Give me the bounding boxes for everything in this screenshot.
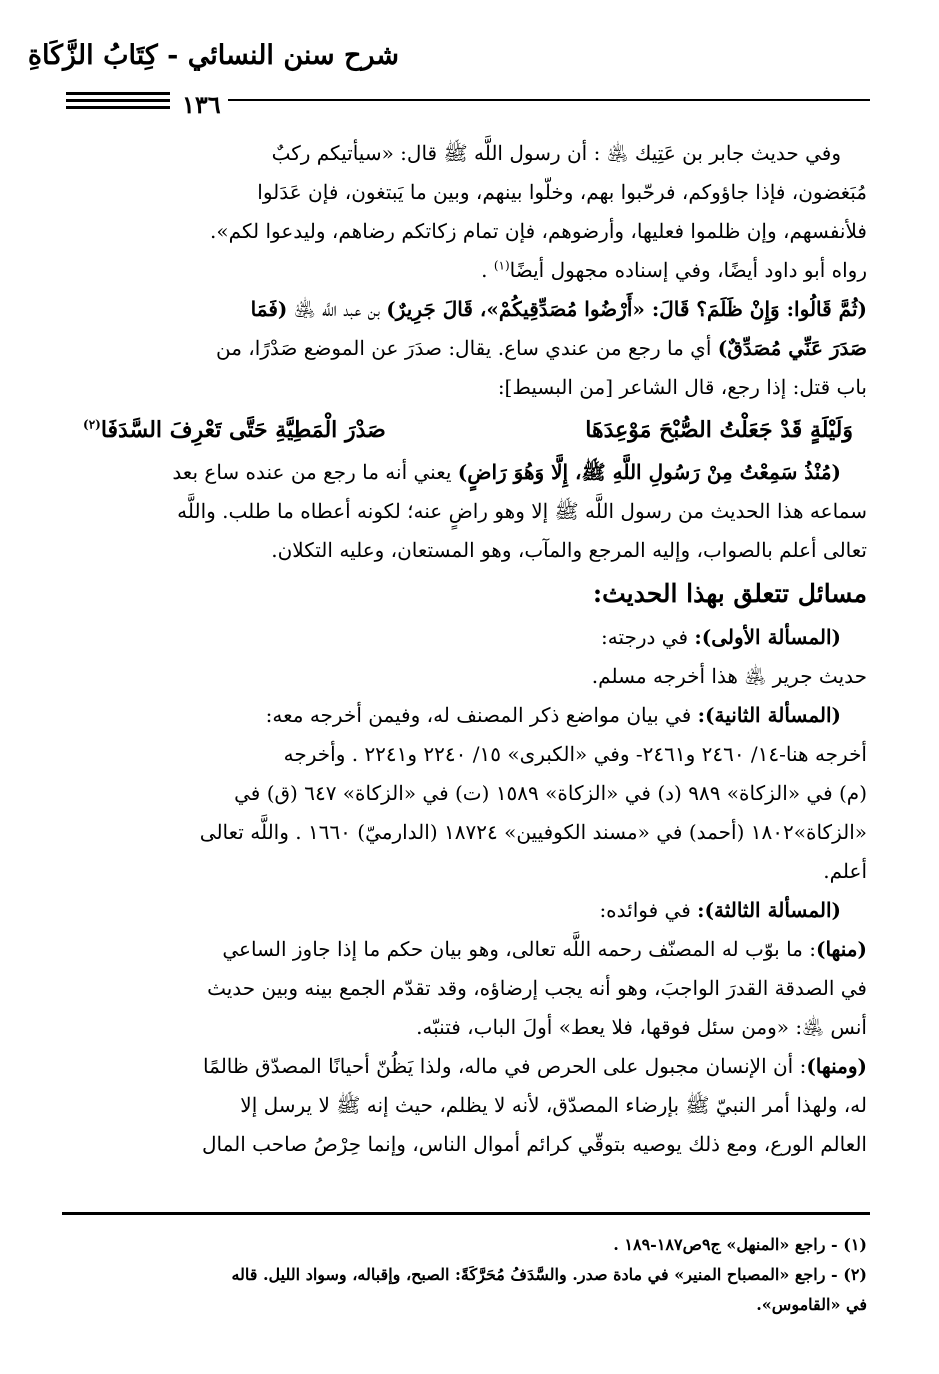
header-rule — [228, 99, 870, 101]
text-line: أي ما رجع من عندي ساع. يقال: صدَرَ عن الموضع صَدْرًا، من — [215, 336, 718, 360]
text-line: فلأنفسهم، وإن ظلموا فعليها، وأرضوهم، فإن تمام زكاتكم رضاهم، وليدعوا لكم». — [210, 219, 867, 243]
text-line: رواه أبو داود أيضًا، وفي إسناده مجهول أيضًا — [509, 258, 867, 282]
text-line: له، ولهذا أمر النبيّ ﷺ بإرضاء المصدّق، لأنه لا يظلم، حيث إنه ﷺ لا يرسل إلا — [240, 1093, 867, 1117]
text-line: : أن الإنسان مجبول على الحرص في ماله، ولذا يَظُنّ أحيانًا المصدّق ظالمًا — [203, 1054, 807, 1078]
text-line: يعني أنه ما رجع من عنده ساع بعد — [172, 460, 458, 484]
question-3 — [69, 891, 867, 1164]
question-title: (المسألة الثالثة): — [697, 898, 841, 922]
footnote-ref-2: (٢) — [83, 417, 101, 432]
text-line: «الزكاة»١٨٠٢ (أحمد) في «مسند الكوفيين» ١٨٧٢٤ (الدارميّ) ١٦٦٠ . واللَّه تعالى — [199, 820, 867, 844]
page-header-title: شرح سنن النسائي - كِتَابُ الزَّكَاةِ — [27, 40, 399, 71]
text-line: بن عبد اللَّه ﵁ — [287, 297, 387, 321]
text-line: سماعه هذا الحديث من رسول اللَّه ﷺ إلا وهو راضٍ عنه؛ لكونه أعطاه ما طلب. واللَّه — [177, 499, 867, 523]
page-number: ١٣٦ — [182, 90, 221, 119]
text-line: أنس ﵁: «ومن سئل فوقها، فلا يعط» أولَ الباب، فتنبّه. — [416, 1015, 867, 1039]
matn-text: (مُنْذُ سَمِعْتُ مِنْ رَسُولِ اللَّهِ ﷺ، إِلَّا وَهُوَ رَاضٍ) — [457, 460, 841, 484]
verse-second-hemistich: صَدْرَ الْمَطِيَّةِ حَتَّى تَعْرِفَ السَّدَفَا — [100, 417, 386, 443]
text-line: باب قتل: إذا رجع، قال الشاعر [من البسيط]: — [497, 375, 867, 399]
text-line: تعالى أعلم بالصواب، وإليه المرجع والمآب، وهو المستعان، وعليه التكلان. — [271, 538, 867, 562]
text-line: أعلم. — [823, 859, 867, 883]
benefit-title: (منها) — [816, 937, 867, 961]
text-line: (م) في «الزكاة» ٩٨٩ (د) في «الزكاة» ١٥٨٩ (ت) في «الزكاة» ٦٤٧ (ق) في — [234, 781, 867, 805]
text-line: في الصدقة القدرَ الواجبَ، وهو أنه يجب إرضاؤه، وقد تقدّم الجمع بينه وبين حديث — [207, 976, 867, 1000]
text-line: وفي حديث جابر بن عَتِيك ﵁ : أن رسول اللَّه ﷺ قال: «سيأتيكم ركبٌ — [271, 141, 841, 165]
footnote-1: (١) - راجع «المنهل» ج٩ص١٨٧-١٨٩ . — [613, 1235, 867, 1254]
matn-text: (فَمَا — [250, 297, 288, 321]
matn-text: (ثُمَّ قَالُوا: وَإِنْ ظَلَمَ؟ قَالَ: «أَرْضُوا مُصَدِّقِيكُمْ»، قَالَ جَرِيرٌ) — [386, 297, 867, 321]
paragraph-jarir — [69, 290, 867, 407]
footnote-line: (٢) - راجع «المصباح المنير» في مادة صدر. والسَّدَفُ مُحَرَّكَةً: الصبح، وإقباله، وسواد الليل. قاله — [231, 1265, 867, 1284]
question-title: (المسألة الثانية): — [697, 703, 841, 727]
footnote-rule — [62, 1212, 870, 1215]
matn-text: صَدَرَ عَنِّي مُصَدِّقٌ) — [717, 336, 867, 360]
page-number-rule-left — [66, 92, 170, 113]
text-line: مُبَغضون، فإذا جاؤوكم، فرحّبوا بهم، وخلّوا بينهم، وبين ما يَبتغون، فإن عَدَلوا — [257, 180, 867, 204]
text-line: في فوائده: — [599, 898, 698, 922]
text-line: في بيان مواضع ذكر المصنف له، وفيمن أخرجه معه: — [265, 703, 698, 727]
paragraph-jabir: وفي حديث جابر بن عَتِيك ﵁ : أن رسول اللَّه ﷺ قال: «سيأتيكم ركبٌ مُبَغضون، فإذا جاؤوكم، فرحّبوا بهم، وخلّوا بينهم، وبين ما يَبتغون، فإن عَدَلوا فلأنفسهم، وإن ظلموا فعليها، وأرضوهم، فإن تمام زكاتكم رضاهم، وليدعوا لكم». رواه أبو داود أيضًا، وفي إسناده مجهول أيضًا$^{(١)}$ . — [210, 141, 867, 282]
question-1 — [69, 618, 867, 696]
question-title: (المسألة الأولى): — [694, 625, 841, 649]
verse-first-hemistich: وَلَيْلَةٍ قَدْ جَعَلْتُ الصُّبْحَ مَوْعِدَهَا — [585, 417, 853, 443]
footnotes — [69, 1230, 867, 1320]
text-line: حديث جرير ﵁ هذا أخرجه مسلم. — [591, 664, 867, 688]
footnote-ref-1: (١) — [493, 258, 510, 273]
footnote-line: في «القاموس». — [756, 1295, 867, 1314]
benefit-title: (ومنها) — [806, 1054, 867, 1078]
section-heading: مسائل تتعلق بهذا الحديث: — [592, 579, 867, 608]
paragraph-mundhu — [69, 453, 867, 570]
poem-verse — [69, 407, 867, 453]
text-line: أخرجه هنا-١٤/ ٢٤٦٠ و٢٤٦١- وفي «الكبرى» ١٥/ ٢٢٤٠ و٢٢٤١ . وأخرجه — [283, 742, 867, 766]
footnote-2 — [69, 1260, 867, 1320]
text-line: : ما بوّب له المصنّف رحمه اللَّه تعالى، وهو بيان حكم ما إذا جاوز الساعي — [222, 937, 816, 961]
text-line: العالم الورع، ومع ذلك يوصيه بتوقّي كرائم أموال الناس، وإنما حِرْصُ صاحب المال — [201, 1132, 867, 1156]
text-line: في درجته: — [601, 625, 695, 649]
main-text — [69, 134, 867, 1164]
question-2 — [69, 696, 867, 891]
